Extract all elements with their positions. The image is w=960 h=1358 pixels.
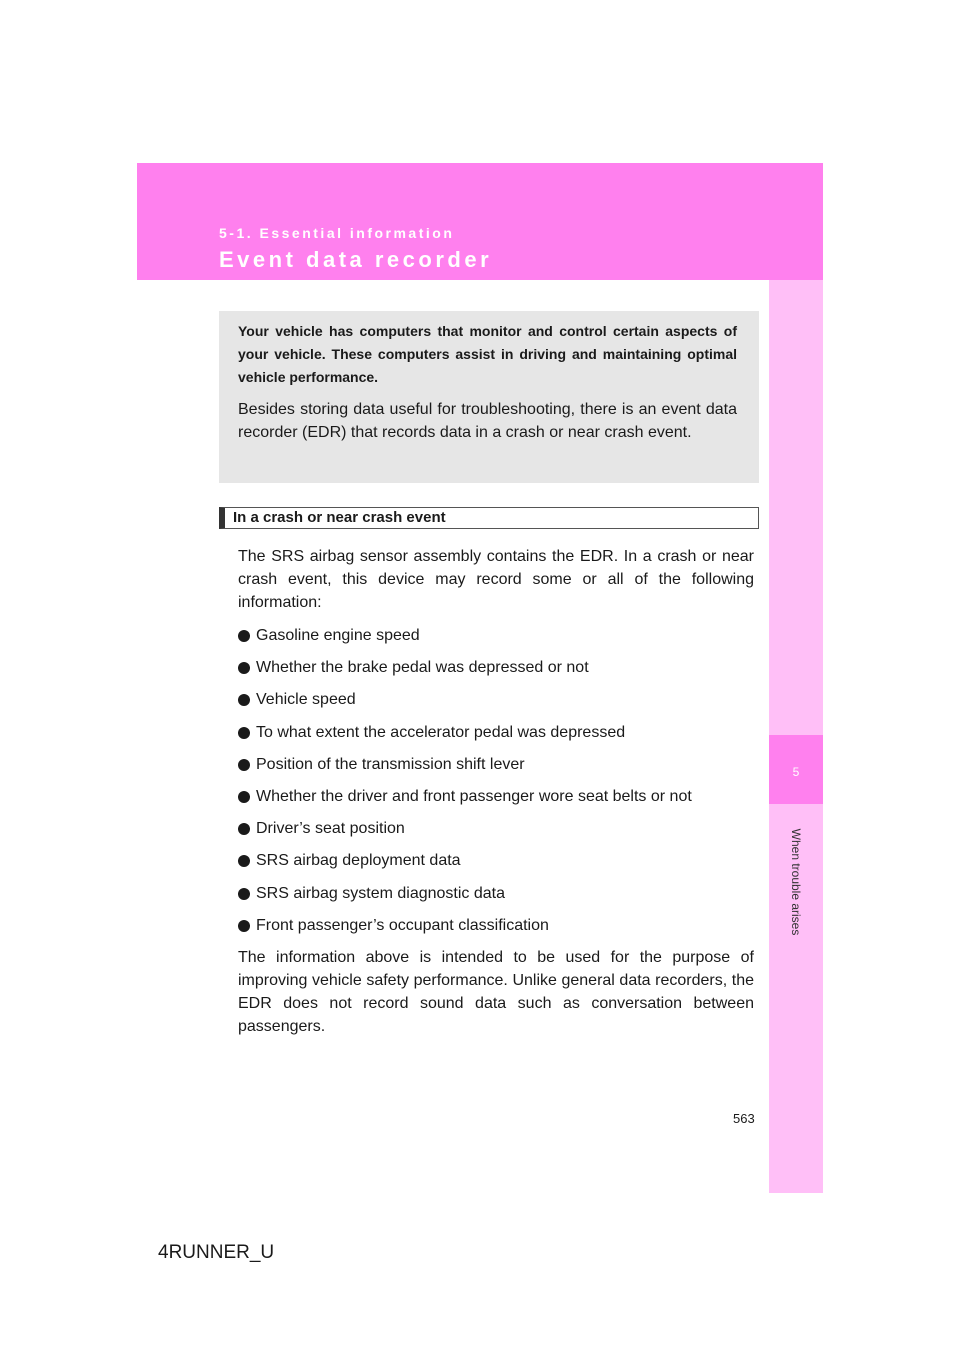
- list-item-text: Whether the brake pedal was depressed or not: [256, 659, 589, 677]
- chapter-tab[interactable]: [769, 735, 823, 804]
- bullet-dot-icon: [238, 888, 250, 900]
- section-body: [238, 545, 754, 1038]
- bullet-dot-icon: [238, 694, 250, 706]
- intro-text: Besides storing data useful for troubleshooting, there is an event data recorder (EDR) that records data in a crash or near crash event.: [238, 401, 737, 441]
- closing-paragraph: The information above is intended to be used for the purpose of improving vehicle safety performance. Unlike general data recorders, the EDR does not record sound data such as conversation between passengers.: [238, 948, 754, 1035]
- list-item: [238, 688, 754, 711]
- list-item-text: Whether the driver and front passenger wore seat belts or not: [256, 787, 692, 805]
- list-item-text: Gasoline engine speed: [256, 627, 420, 644]
- list-item-text: To what extent the accelerator pedal was depressed: [256, 723, 626, 741]
- page-title: Event data recorder: [219, 247, 493, 272]
- page-number: 563: [733, 1111, 755, 1126]
- list-item: [238, 785, 754, 808]
- list-item-text: SRS airbag system diagnostic data: [256, 884, 506, 902]
- bullet-dot-icon: [238, 630, 250, 642]
- list-item-text: Vehicle speed: [256, 691, 356, 709]
- list-item: [238, 914, 754, 937]
- list-item: [238, 753, 754, 776]
- list-item: [238, 849, 754, 872]
- section-label: 5-1. Essential information: [219, 225, 455, 241]
- list-item-text: Position of the transmission shift lever: [256, 755, 525, 773]
- chapter-title: When trouble arises: [789, 828, 803, 936]
- intro-bold-text: Your vehicle has computers that monitor and control certain aspects of your vehicle. These computers assist in driving and maintaining optimal vehicle performance.: [238, 323, 737, 385]
- lead-paragraph: The SRS airbag sensor assembly contains the EDR. In a crash or near crash event, this device may record some or all of the following information:: [238, 548, 754, 611]
- list-item-text: Driver’s seat position: [256, 820, 405, 838]
- bullet-dot-icon: [238, 855, 250, 867]
- header-band: [137, 163, 823, 280]
- list-item-text: Front passenger’s occupant classification: [256, 916, 549, 934]
- chapter-side-strip: [769, 280, 823, 1193]
- section-heading: In a crash or near crash event: [219, 507, 759, 529]
- bullet-dot-icon: [238, 920, 250, 932]
- bullet-dot-icon: [238, 791, 250, 803]
- list-item: [238, 817, 754, 840]
- list-item-text: SRS airbag deployment data: [256, 852, 461, 870]
- intro-box: [219, 311, 759, 483]
- list-item: [238, 721, 754, 744]
- bullet-dot-icon: [238, 662, 250, 674]
- bullet-list: [238, 624, 754, 937]
- list-item: [238, 624, 754, 647]
- list-item: [238, 882, 754, 905]
- bullet-dot-icon: [238, 823, 250, 835]
- chapter-number: 5: [792, 765, 800, 779]
- list-item: [238, 656, 754, 679]
- manual-code: 4RUNNER_U: [158, 1242, 275, 1263]
- bullet-dot-icon: [238, 727, 250, 739]
- bullet-dot-icon: [238, 759, 250, 771]
